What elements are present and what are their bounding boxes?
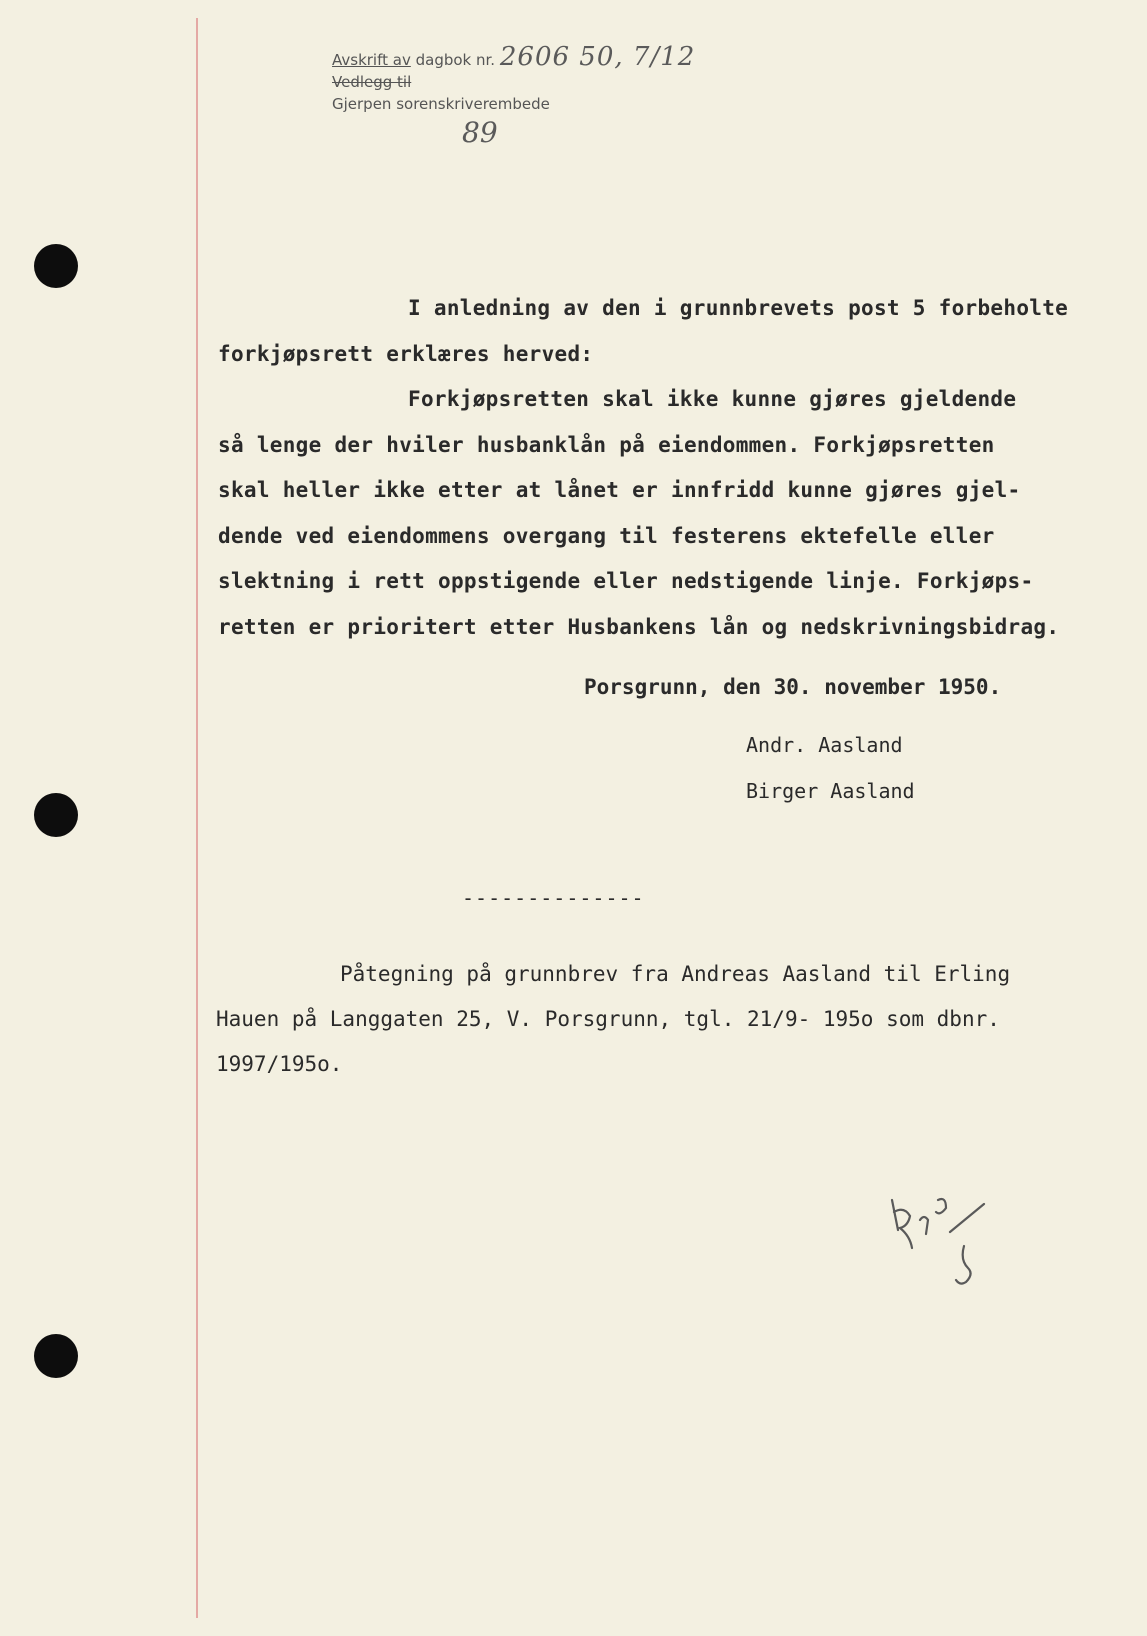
stamp-dagbok: dagbok nr. — [415, 51, 496, 69]
punch-hole-top — [34, 244, 78, 288]
signer-2: Birger Aasland — [746, 779, 915, 803]
section-divider: -------------- — [462, 886, 645, 910]
declaration-line: skal heller ikke etter at lånet er innfridd kunne gjøres gjel- — [218, 478, 1021, 502]
declaration-line: Forkjøpsretten skal ikke kunne gjøres gjeldende — [408, 387, 1017, 411]
initials-stroke — [892, 1199, 984, 1284]
endorsement-line: Hauen på Langgaten 25, V. Porsgrunn, tgl. 21/9- 195o som dbnr. — [216, 1007, 1000, 1031]
stamp-handwritten-number: 2606 50, 7/12 — [499, 42, 696, 72]
declaration-line: retten er prioritert etter Husbankens lån og nedskrivningsbidrag. — [218, 614, 1060, 639]
stamp-line-1 — [332, 42, 696, 72]
endorsement-line: Påtegning på grunnbrev fra Andreas Aasland til Erling — [340, 962, 1011, 986]
declaration-text — [218, 286, 1118, 650]
declaration-line: forkjøpsrett erklæres herved: — [218, 341, 594, 366]
stamp-line-2: Vedlegg til — [332, 73, 412, 91]
registry-stamp — [332, 42, 696, 115]
place-and-date: Porsgrunn, den 30. november 1950. — [584, 675, 1002, 699]
declaration-line: I anledning av den i grunnbrevets post 5 forbeholte — [408, 296, 1069, 320]
punch-hole-bottom — [34, 1334, 78, 1378]
declaration-line: dende ved eiendommens overgang til festerens ektefelle eller — [218, 523, 995, 548]
declaration-line: slektning i rett oppstigende eller nedstigende linje. Forkjøps- — [218, 569, 1034, 593]
margin-rule — [196, 18, 198, 1618]
stamp-line-3: Gjerpen sorenskriverembede — [332, 95, 550, 113]
endorsement-text — [216, 952, 1116, 1087]
folio-number: 89 — [462, 116, 498, 149]
punch-hole-middle — [34, 793, 78, 837]
endorsement-line: 1997/195o. — [216, 1052, 343, 1076]
stamp-avskrift: Avskrift av — [332, 51, 411, 69]
handwritten-initials — [880, 1190, 1000, 1310]
signer-1: Andr. Aasland — [746, 733, 903, 757]
declaration-line: så lenge der hviler husbanklån på eiendommen. Forkjøpsretten — [218, 432, 995, 457]
